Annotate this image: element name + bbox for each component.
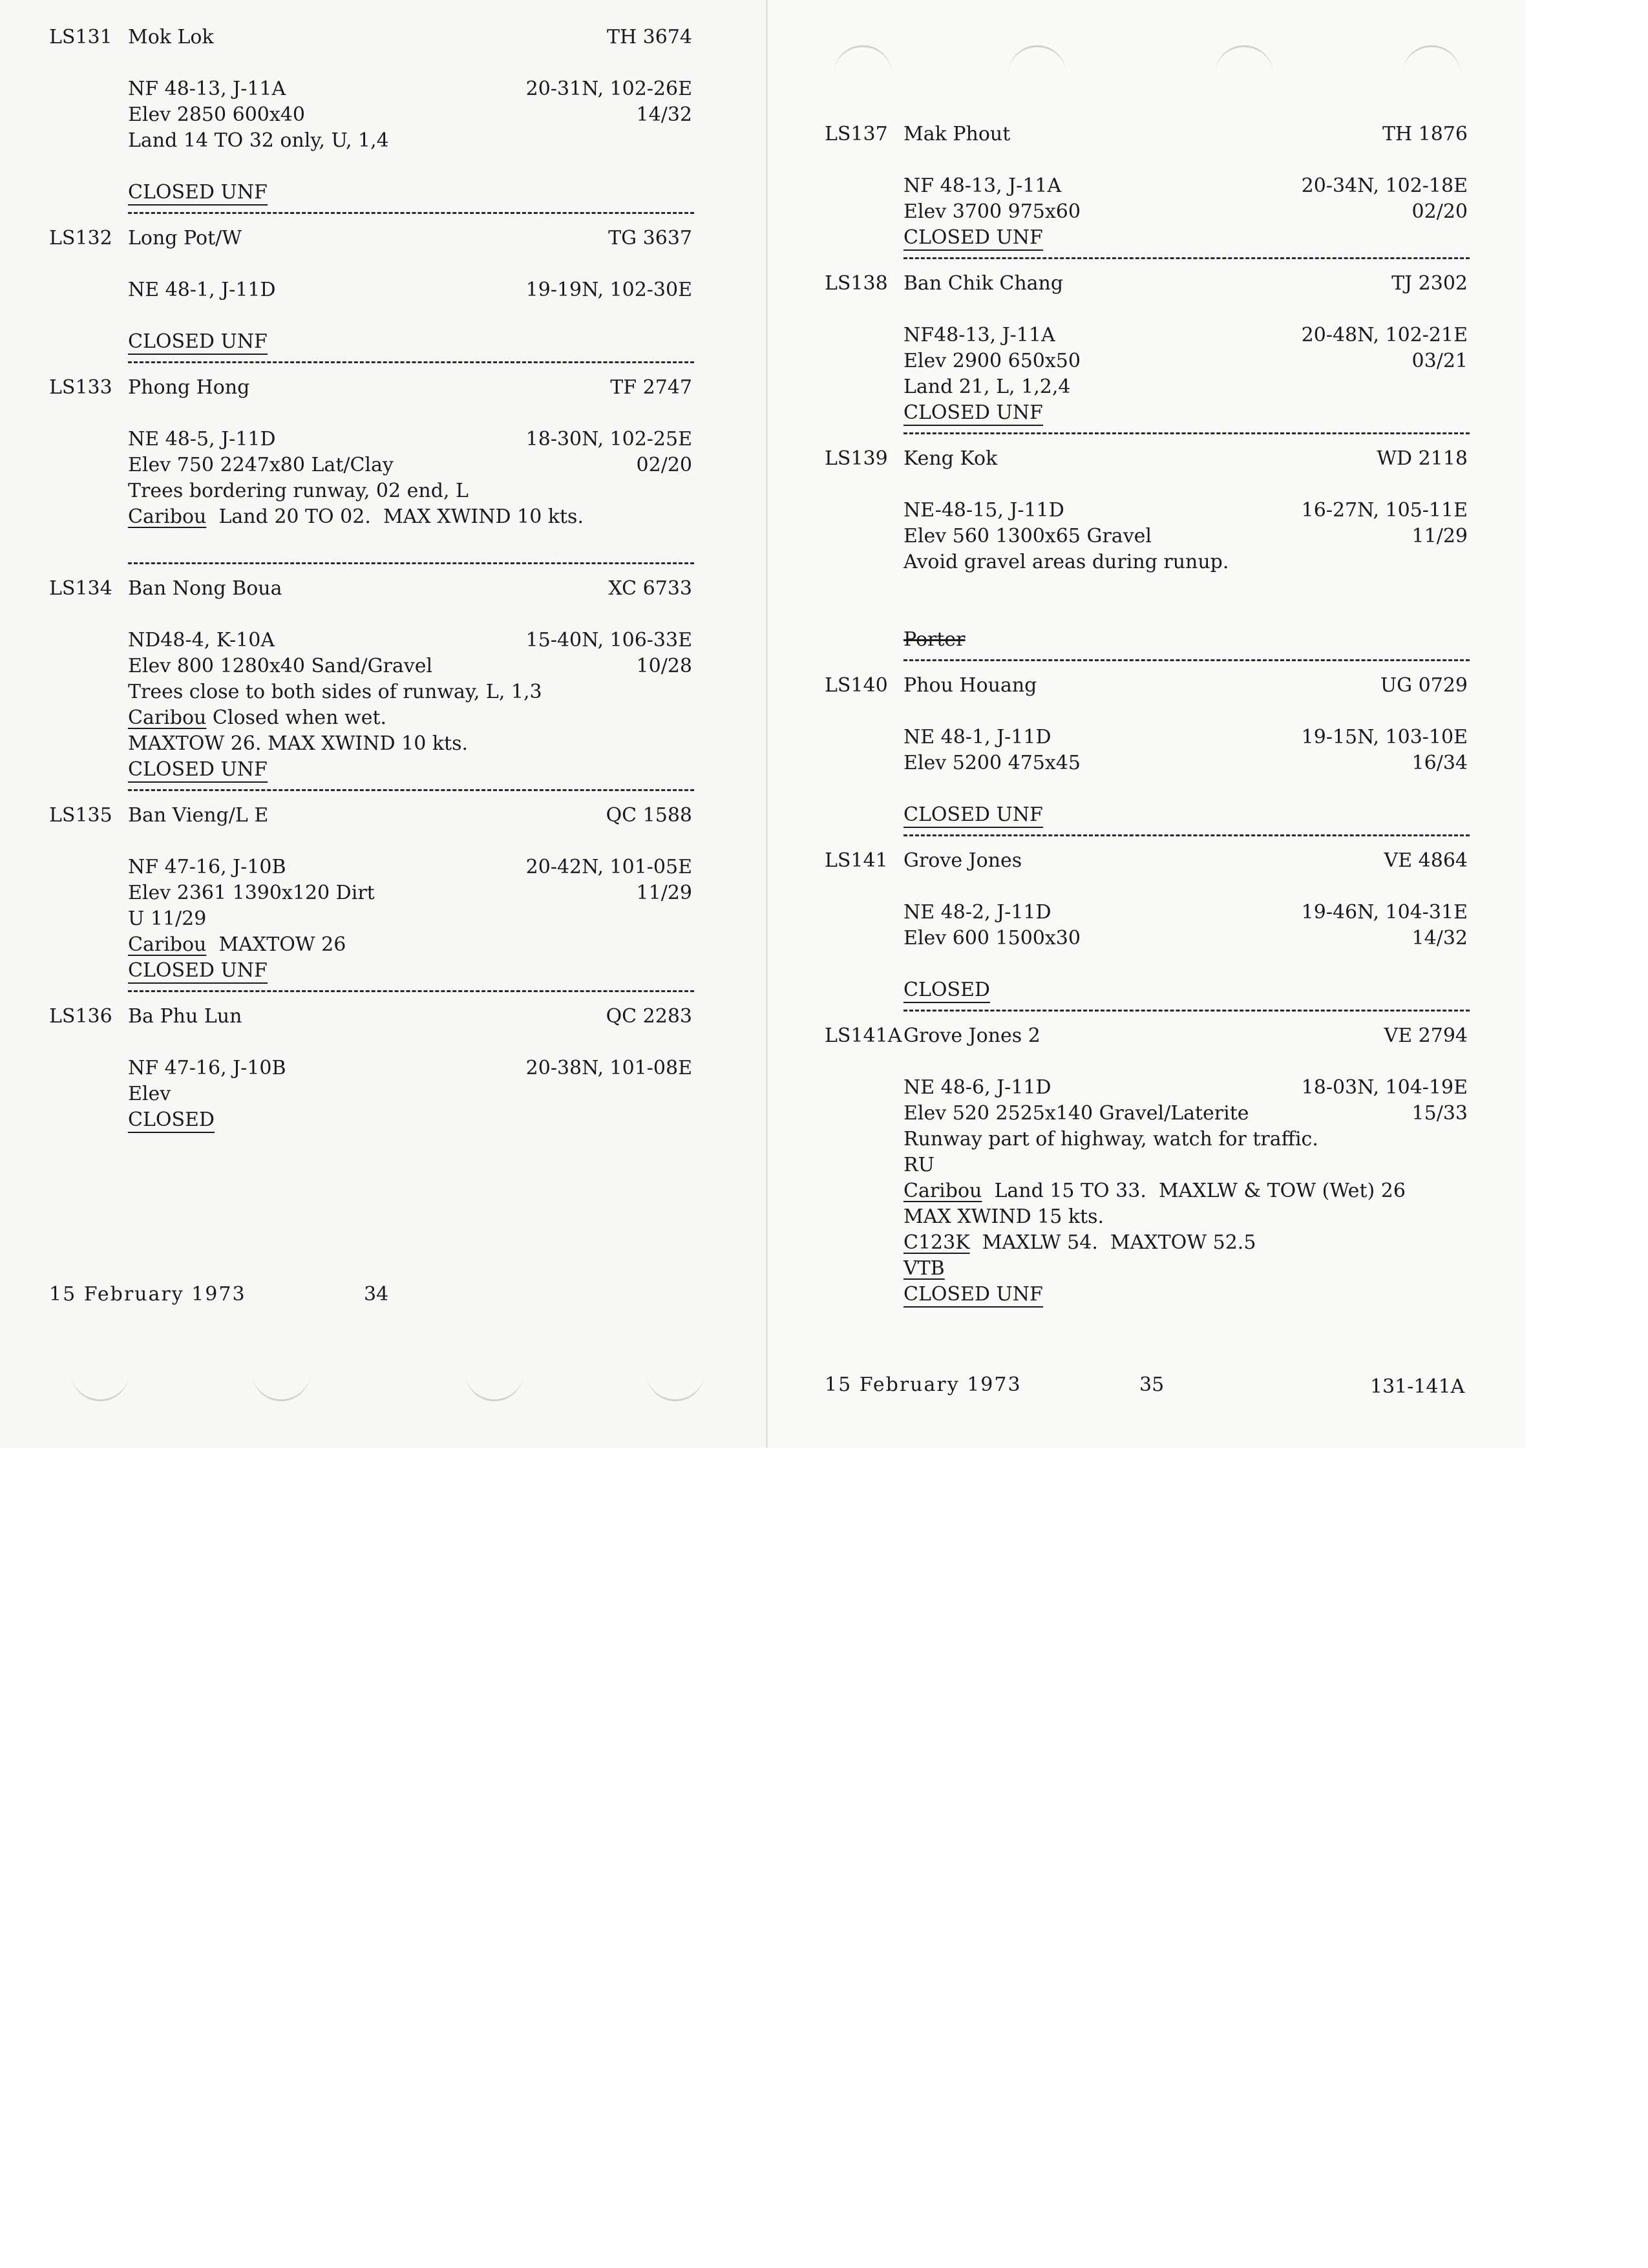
- airstrip-entry: [49, 25, 699, 214]
- detail-text: MAXTOW 26: [206, 933, 346, 956]
- airstrip-entry: [825, 122, 1474, 259]
- coordinates: 19-19N, 102-30E: [525, 279, 692, 301]
- site-name: Keng Kok: [903, 447, 998, 470]
- detail-text: Elev 800 1280x40 Sand/Gravel: [128, 655, 433, 677]
- runway-heading: 02/20: [1411, 200, 1468, 223]
- site-id: LS141: [825, 849, 888, 872]
- detail-text: NE 48-1, J-11D: [128, 279, 276, 301]
- detail-text: Trees bordering runway, 02 end, L: [128, 480, 469, 502]
- aircraft-type: VTB: [903, 1257, 945, 1280]
- site-name: Ban Nong Boua: [128, 577, 282, 600]
- coordinates: 20-34N, 102-18E: [1301, 175, 1468, 197]
- footer-date: 15 February 1973: [49, 1283, 246, 1306]
- aircraft-type: Caribou: [128, 505, 207, 528]
- entry-separator: [903, 659, 1470, 661]
- detail-text: RU: [903, 1154, 935, 1176]
- site-id: LS141A: [825, 1024, 902, 1047]
- detail-text: Land 14 TO 32 only, U, 1,4: [128, 129, 389, 152]
- site-name: Mok Lok: [128, 26, 214, 48]
- detail-text: NE-48-15, J-11D: [903, 499, 1064, 522]
- aircraft-type: Caribou: [128, 706, 207, 729]
- coordinates: 19-46N, 104-31E: [1301, 901, 1468, 924]
- runway-heading: 02/20: [636, 454, 692, 476]
- runway-heading: 11/29: [1411, 525, 1468, 547]
- detail-text: Runway part of highway, watch for traffic.: [903, 1128, 1318, 1150]
- site-name: Long Pot/W: [128, 227, 242, 249]
- detail-text: Elev 560 1300x65 Gravel: [903, 525, 1152, 547]
- detail-text: Land 20 TO 02. MAX XWIND 10 kts.: [206, 505, 584, 528]
- coordinates: 18-30N, 102-25E: [525, 428, 692, 450]
- site-id: LS134: [49, 577, 112, 600]
- airstrip-entry: [825, 1023, 1474, 1308]
- right-column: [825, 122, 1474, 1308]
- closed-status: CLOSED UNF: [903, 1283, 1043, 1308]
- site-name: Phou Houang: [903, 674, 1037, 697]
- site-name: Ba Phu Lun: [128, 1005, 242, 1028]
- porter-label: [903, 627, 1474, 653]
- site-id: LS133: [49, 376, 112, 399]
- detail-text: Elev 3700 975x60: [903, 200, 1081, 223]
- site-name: Grove Jones: [903, 849, 1022, 872]
- site-id: LS139: [825, 447, 888, 470]
- runway-heading: 14/32: [1411, 927, 1468, 949]
- detail-text: NE 48-1, J-11D: [903, 726, 1051, 748]
- closed-status: CLOSED: [128, 1108, 215, 1133]
- coordinates: 18-03N, 104-19E: [1301, 1076, 1468, 1099]
- closed-status: CLOSED UNF: [903, 803, 1043, 828]
- closed-status: CLOSED UNF: [128, 330, 268, 355]
- page-fold: [766, 0, 768, 1448]
- page-range: 131-141A: [1370, 1375, 1465, 1398]
- detail-text: Land 15 TO 33. MAXLW & TOW (Wet) 26: [982, 1180, 1406, 1202]
- airstrip-entry: [49, 576, 699, 791]
- footer-date: 15 February 1973: [825, 1373, 1022, 1396]
- detail-text: ND48-4, K-10A: [128, 629, 275, 652]
- site-name: Ban Vieng/L E: [128, 804, 269, 827]
- site-id: LS137: [825, 123, 888, 145]
- detail-text: Elev: [128, 1083, 171, 1105]
- grid-code: QC 1588: [606, 804, 692, 827]
- closed-status: CLOSED: [903, 979, 990, 1003]
- detail-text: Elev 5200 475x45: [903, 752, 1081, 774]
- coordinates: 16-27N, 105-11E: [1301, 499, 1468, 522]
- detail-text: Elev 2850 600x40: [128, 103, 305, 126]
- runway-heading: 03/21: [1411, 350, 1468, 372]
- site-id: LS140: [825, 674, 888, 697]
- grid-code: TH 3674: [606, 26, 692, 48]
- entry-separator: [128, 212, 694, 214]
- detail-text: NF 47-16, J-10B: [128, 856, 286, 878]
- grid-code: TF 2747: [610, 376, 692, 399]
- closed-status: CLOSED UNF: [128, 758, 268, 783]
- detail-text: NF 48-13, J-11A: [128, 78, 286, 100]
- entry-separator: [903, 432, 1470, 434]
- detail-text: MAXLW 54. MAXTOW 52.5: [969, 1231, 1256, 1254]
- airstrip-entry: [825, 848, 1474, 1012]
- grid-code: VE 4864: [1384, 849, 1468, 872]
- site-id: LS138: [825, 272, 888, 295]
- closed-status: CLOSED UNF: [903, 226, 1043, 251]
- left-column: [49, 25, 699, 1133]
- runway-heading: 14/32: [636, 103, 692, 126]
- coordinates: 20-42N, 101-05E: [525, 856, 692, 878]
- detail-text: NE 48-5, J-11D: [128, 428, 276, 450]
- grid-code: WD 2118: [1377, 447, 1468, 470]
- grid-code: VE 2794: [1384, 1024, 1468, 1047]
- aircraft-type: Caribou: [903, 1180, 982, 1202]
- detail-text: MAXTOW 26. MAX XWIND 10 kts.: [128, 732, 468, 755]
- site-id: LS132: [49, 227, 112, 249]
- airstrip-entry: [49, 803, 699, 992]
- site-id: LS135: [49, 804, 112, 827]
- grid-code: QC 2283: [606, 1005, 692, 1028]
- detail-text: MAX XWIND 15 kts.: [903, 1205, 1104, 1228]
- detail-text: Elev 2361 1390x120 Dirt: [128, 882, 375, 904]
- coordinates: 20-38N, 101-08E: [525, 1057, 692, 1079]
- grid-code: TJ 2302: [1391, 272, 1468, 295]
- coordinates: 15-40N, 106-33E: [525, 629, 692, 652]
- site-name: Mak Phout: [903, 123, 1011, 145]
- detail-text: Elev 520 2525x140 Gravel/Laterite: [903, 1102, 1249, 1125]
- entry-separator: [128, 990, 694, 992]
- airstrip-entry: [49, 375, 699, 564]
- detail-text: NE 48-2, J-11D: [903, 901, 1051, 924]
- airstrip-entry: [49, 1004, 699, 1133]
- coordinates: 19-15N, 103-10E: [1301, 726, 1468, 748]
- detail-text: Land 21, L, 1,2,4: [903, 376, 1071, 398]
- grid-code: TH 1876: [1382, 123, 1468, 145]
- detail-text: Elev 750 2247x80 Lat/Clay: [128, 454, 394, 476]
- site-name: Phong Hong: [128, 376, 250, 399]
- page-number: 35: [1139, 1373, 1165, 1396]
- entry-separator: [128, 361, 694, 363]
- detail-text: NF 48-13, J-11A: [903, 175, 1062, 197]
- entry-separator: [903, 1010, 1470, 1012]
- aircraft-type: C123K: [903, 1231, 970, 1254]
- page-number: 34: [364, 1283, 389, 1306]
- detail-text: NF48-13, J-11A: [903, 324, 1055, 346]
- grid-code: TG 3637: [608, 227, 692, 249]
- detail-text: Elev 2900 650x50: [903, 350, 1081, 372]
- grid-code: XC 6733: [608, 577, 692, 600]
- detail-text: Avoid gravel areas during runup.: [903, 551, 1229, 573]
- detail-text: NE 48-6, J-11D: [903, 1076, 1051, 1099]
- runway-heading: 11/29: [636, 882, 692, 904]
- runway-heading: 10/28: [636, 655, 692, 677]
- site-name: Grove Jones 2: [903, 1024, 1041, 1047]
- site-name: Ban Chik Chang: [903, 272, 1064, 295]
- grid-code: UG 0729: [1380, 674, 1468, 697]
- entry-separator: [903, 257, 1470, 259]
- detail-text: NF 47-16, J-10B: [128, 1057, 286, 1079]
- entry-separator: [903, 834, 1470, 836]
- detail-text: Elev 600 1500x30: [903, 927, 1081, 949]
- runway-heading: 15/33: [1411, 1102, 1468, 1125]
- runway-heading: 16/34: [1411, 752, 1468, 774]
- entry-separator: [128, 562, 694, 564]
- site-id: LS136: [49, 1005, 112, 1028]
- detail-text: U 11/29: [128, 907, 207, 930]
- entry-separator: [128, 789, 694, 791]
- airstrip-entry: [825, 446, 1474, 661]
- airstrip-entry: [825, 271, 1474, 434]
- detail-text: Closed when wet.: [206, 706, 387, 729]
- detail-text: Trees close to both sides of runway, L, 1,3: [128, 681, 542, 703]
- aircraft-type: Caribou: [128, 933, 207, 956]
- closed-status: CLOSED UNF: [128, 959, 268, 984]
- closed-status: CLOSED UNF: [128, 181, 268, 206]
- airstrip-entry: [49, 226, 699, 363]
- site-id: LS131: [49, 26, 112, 48]
- closed-status: CLOSED UNF: [903, 401, 1043, 426]
- coordinates: 20-48N, 102-21E: [1301, 324, 1468, 346]
- airstrip-entry: [825, 673, 1474, 836]
- coordinates: 20-31N, 102-26E: [525, 78, 692, 100]
- porter-text: Porter: [903, 628, 966, 651]
